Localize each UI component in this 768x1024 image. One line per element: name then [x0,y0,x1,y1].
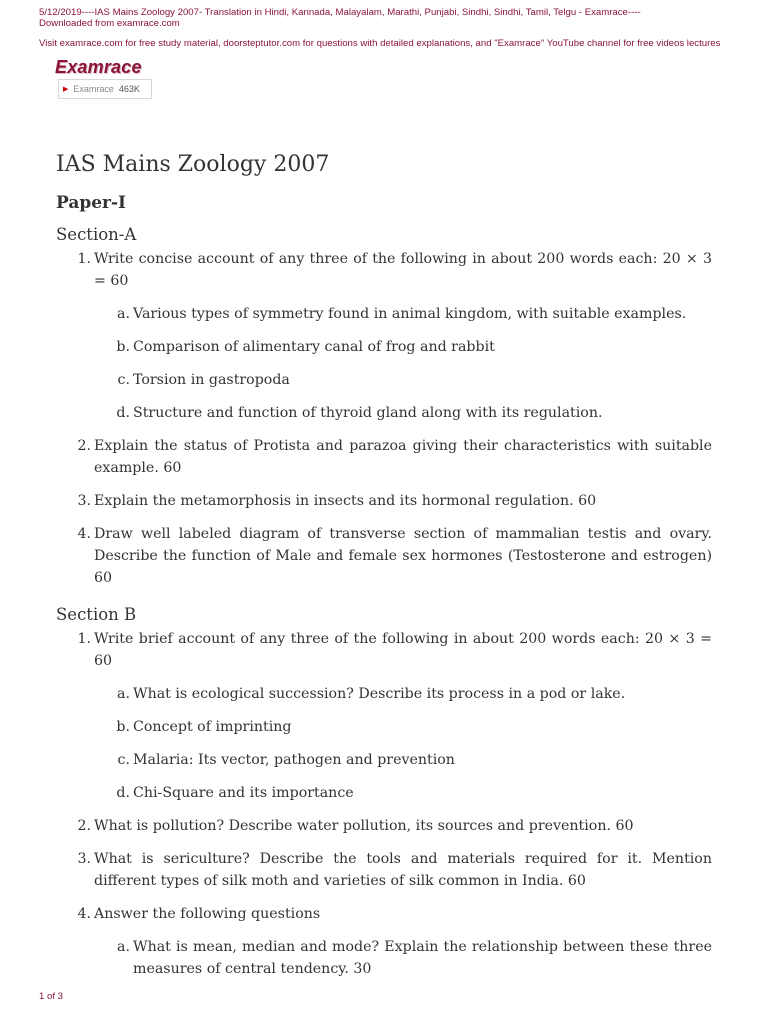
question-item [56,523,712,589]
header-download-line: Downloaded from examrace.com [39,18,180,29]
question-text: What is sericulture? Describe the tools and materials required for it. Mention different types of silk moth and varieties of silk common in India. 60 [94,851,712,889]
sub-question-letter: d. [116,405,130,421]
sub-question-text: Concept of imprinting [133,719,292,735]
sub-question-text: Malaria: Its vector, pathogen and prevention [133,752,455,768]
sub-question-text: Chi-Square and its importance [133,785,354,801]
section-b-heading: Section B [56,605,137,624]
sub-question-item [56,336,712,358]
section-a-questions [56,248,712,589]
sub-question-letter: d. [116,785,130,801]
sub-question-letter: b. [116,719,130,735]
question-item [56,628,712,804]
sub-question-letter: c. [117,752,130,768]
question-text: Write brief account of any three of the following in about 200 words each: 20 × 3 = 60 [94,631,712,669]
question-text: What is pollution? Describe water pollution, its sources and prevention. 60 [94,818,634,834]
sub-question-list [94,683,712,804]
question-number: 3. [77,851,91,867]
sub-question-item [56,402,712,424]
question-item [56,490,712,512]
sub-question-list [94,936,712,980]
question-number: 1. [77,631,91,647]
sub-question-letter: a. [117,939,130,955]
question-item [56,248,712,424]
question-text: Answer the following questions [94,906,321,922]
page-header [39,7,729,49]
question-text: Draw well labeled diagram of transverse section of mammalian testis and ovary. Describe the function of Male and female sex hormones (Testosterone and estrogen) 60 [94,526,712,586]
examrace-logo[interactable]: Examrace [55,57,142,77]
sub-question-list [94,303,712,424]
header-title-line: 5/12/2019----IAS Mains Zoology 2007- Translation in Hindi, Kannada, Malayalam, Marathi, Punjabi, Sindhi, Sindhi, Tamil, Telgu - Examrace---- [39,7,641,18]
section-b-questions [56,628,712,980]
youtube-play-icon: ▶ [63,86,69,93]
question-item [56,815,712,837]
youtube-channel-name: Examrace [73,84,114,94]
sub-question-item [56,369,712,391]
sub-question-text: Structure and function of thyroid gland along with its regulation. [133,405,603,421]
sub-question-letter: c. [117,372,130,388]
sub-question-item [56,749,712,771]
sub-question-letter: b. [116,339,130,355]
sub-question-text: Various types of symmetry found in animal kingdom, with suitable examples. [133,306,687,322]
sub-question-item [56,303,712,325]
question-item [56,848,712,892]
sub-question-letter: a. [117,306,130,322]
question-number: 4. [77,906,91,922]
question-text: Write concise account of any three of the following in about 200 words each: 20 × 3 = 60 [94,251,712,289]
sub-question-item [56,683,712,705]
youtube-subscriber-count: 463K [118,84,140,94]
question-item [56,435,712,479]
question-text: Explain the metamorphosis in insects and its hormonal regulation. 60 [94,493,597,509]
paper-heading: Paper-I [56,193,127,213]
sub-question-item [56,716,712,738]
document-body [56,150,712,984]
sub-question-text: What is ecological succession? Describe its process in a pod or lake. [133,686,626,702]
question-number: 2. [77,818,91,834]
question-number: 1. [77,251,91,267]
question-item [56,903,712,980]
question-number: 2. [77,438,91,454]
sub-question-text: What is mean, median and mode? Explain the relationship between these three measures of central tendency. 30 [133,939,712,977]
page-counter: 1 of 3 [39,991,64,1002]
youtube-subscribe-widget[interactable] [58,79,152,99]
header-visit-line[interactable]: Visit examrace.com for free study material, doorsteptutor.com for questions with detailed explanations, and "Examrace" YouTube channel for free videos lectures [39,38,721,49]
sub-question-text: Comparison of alimentary canal of frog and rabbit [133,339,495,355]
sub-question-text: Torsion in gastropoda [133,372,290,388]
question-text: Explain the status of Protista and parazoa giving their characteristics with suitable example. 60 [94,438,712,476]
question-number: 3. [77,493,91,509]
page-title: IAS Mains Zoology 2007 [56,152,330,177]
question-number: 4. [77,526,91,542]
sub-question-letter: a. [117,686,130,702]
sub-question-item [56,936,712,980]
section-a-heading: Section-A [56,225,137,244]
sub-question-item [56,782,712,804]
